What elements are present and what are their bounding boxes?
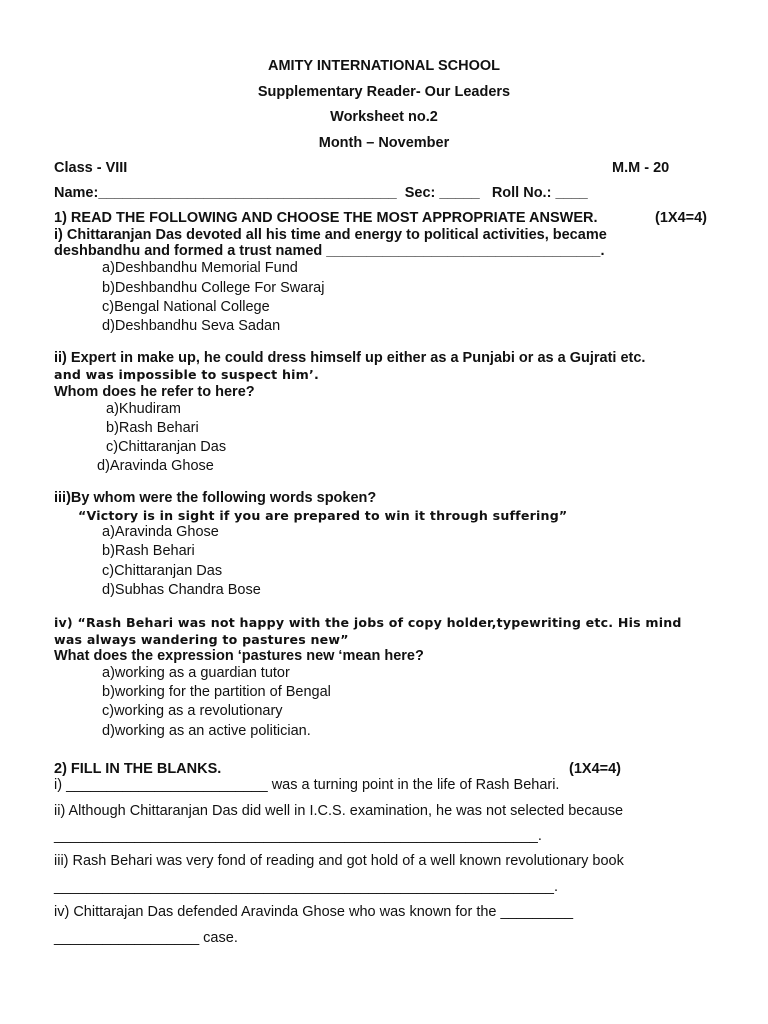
q3-option-b: b)Rash Behari	[102, 543, 195, 559]
q4-line3: What does the expression ‘pastures new ‘mean here?	[54, 648, 424, 664]
q4-option-c: c)working as a revolutionary	[102, 703, 283, 719]
fill-blank-iv-line2: __________________ case.	[54, 930, 238, 946]
q4-line1: iv) “Rash Behari was not happy with the jobs of copy holder,typewriting etc. His mind	[54, 615, 682, 630]
fill-blank-iii-line2: ______________________________________________________________.	[54, 879, 559, 895]
fill-blank-iv-line1: iv) Chittarajan Das defended Aravinda Ghose who was known for the _________	[54, 904, 574, 920]
q4-option-b: b)working for the partition of Bengal	[102, 684, 331, 700]
worksheet-number: Worksheet no.2	[330, 109, 438, 125]
section1-heading: 1) READ THE FOLLOWING AND CHOOSE THE MOST APPROPRIATE ANSWER.	[54, 210, 598, 226]
q4-option-a: a)working as a guardian tutor	[102, 665, 290, 681]
q2-option-a: a)Khudiram	[106, 401, 181, 417]
subject-title: Supplementary Reader- Our Leaders	[257, 84, 511, 100]
month-label: Month – November	[318, 135, 450, 151]
max-marks-label: M.M - 20	[612, 160, 670, 176]
q3-quote: “Victory is in sight if you are prepared to win it through suffering”	[78, 508, 568, 523]
q4-option-d: d)working as an active politician.	[102, 723, 311, 739]
fill-blank-ii-line2: ____________________________________________________________.	[54, 828, 542, 844]
class-label: Class - VIII	[54, 160, 128, 176]
q1-option-d: d)Deshbandhu Seva Sadan	[102, 318, 281, 334]
section2-heading: 2) FILL IN THE BLANKS.	[54, 761, 222, 777]
q1-option-c: c)Bengal National College	[102, 299, 270, 315]
school-name: AMITY INTERNATIONAL SCHOOL	[268, 58, 500, 74]
section1-marks: (1X4=4)	[655, 210, 707, 226]
q3-line1: iii)By whom were the following words spoken?	[54, 490, 377, 506]
q3-option-c: c)Chittaranjan Das	[102, 563, 223, 579]
q2-option-b: b)Rash Behari	[106, 420, 199, 436]
q4-line2: was always wandering to pastures new”	[54, 632, 349, 647]
q2-line2: and was impossible to suspect him’.	[54, 367, 319, 382]
q1-line2: deshbandhu and formed a trust named __________________________________.	[54, 243, 605, 259]
fill-blank-ii-line1: ii) Although Chittaranjan Das did well in I.C.S. examination, he was not selected because	[54, 803, 624, 819]
q2-option-c: c)Chittaranjan Das	[106, 439, 227, 455]
section2-marks: (1X4=4)	[569, 761, 621, 777]
q2-line3: Whom does he refer to here?	[54, 384, 255, 400]
q2-line1: ii) Expert in make up, he could dress himself up either as a Punjabi or as a Gujrati etc.	[54, 350, 646, 366]
fill-blank-i: i) _________________________ was a turning point in the life of Rash Behari.	[54, 777, 560, 793]
q3-option-d: d)Subhas Chandra Bose	[102, 582, 261, 598]
q1-line1: i) Chittaranjan Das devoted all his time and energy to political activities, became	[54, 227, 607, 243]
q1-option-a: a)Deshbandhu Memorial Fund	[102, 260, 298, 276]
fill-blank-iii-line1: iii) Rash Behari was very fond of reading and got hold of a well known revolutionary book	[54, 853, 624, 869]
q2-option-d: d)Aravinda Ghose	[97, 458, 214, 474]
name-sec-roll-line: Name:_____________________________________ Sec: _____ Roll No.: ____	[54, 185, 588, 201]
q1-option-b: b)Deshbandhu College For Swaraj	[102, 280, 325, 296]
q3-option-a: a)Aravinda Ghose	[102, 524, 219, 540]
